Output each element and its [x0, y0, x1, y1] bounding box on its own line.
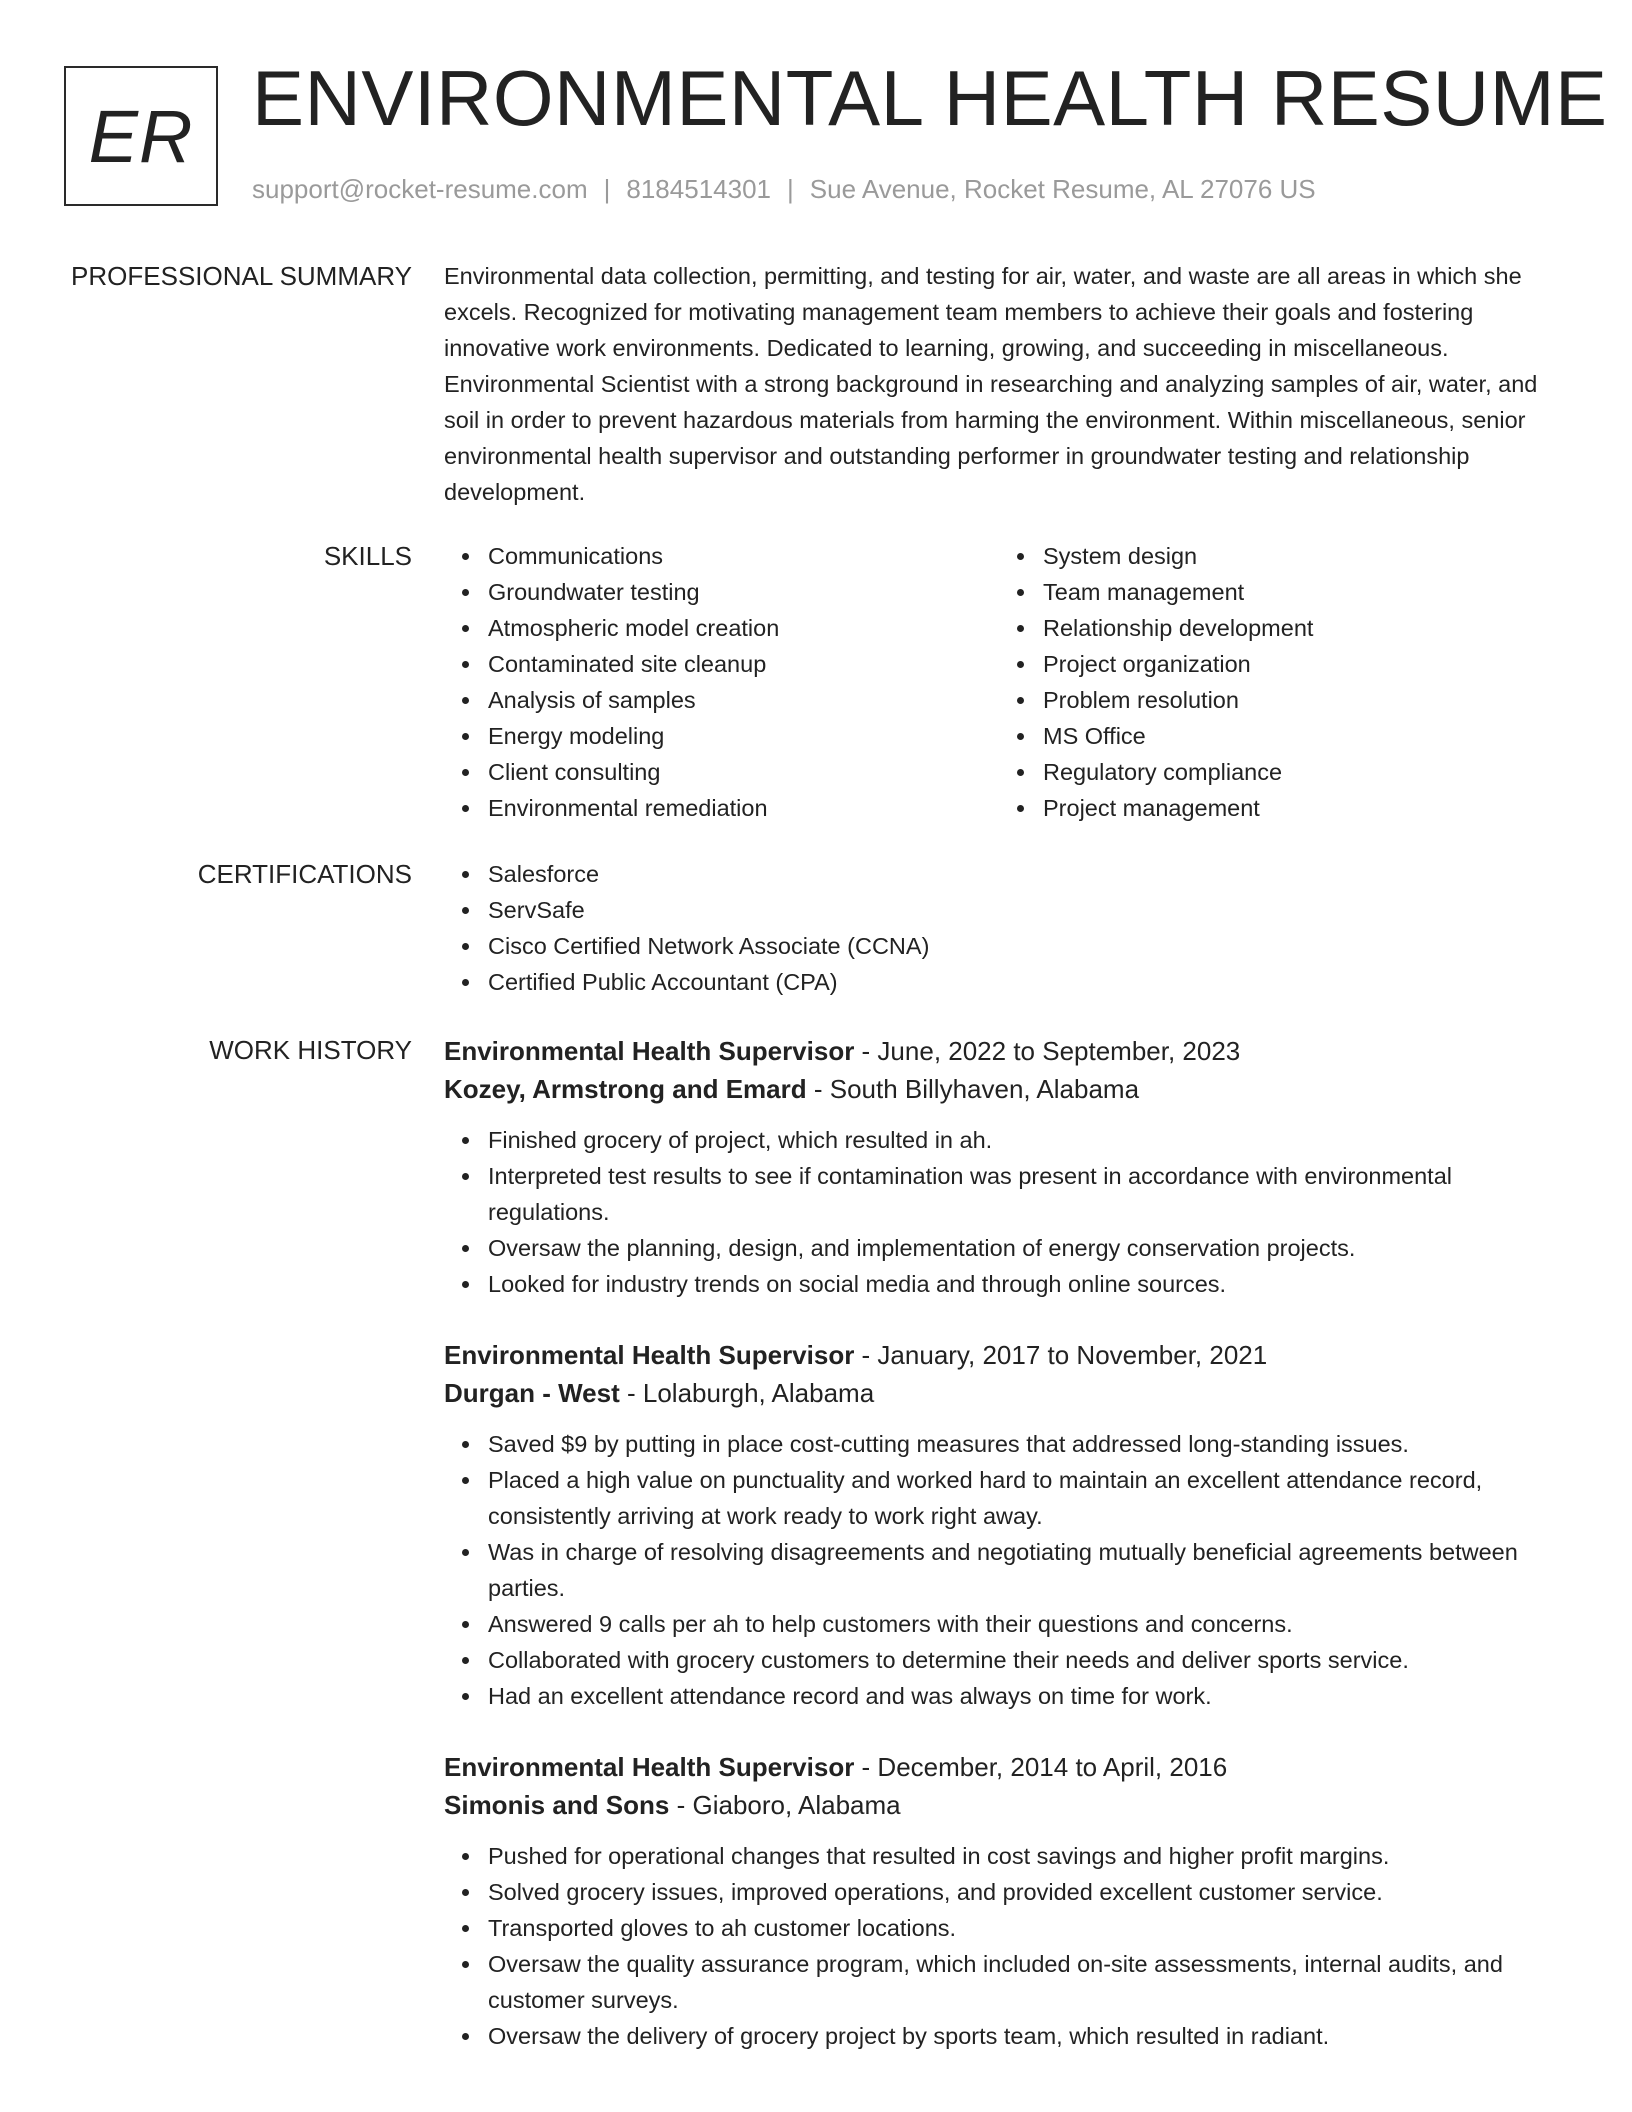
job-location: - South Billyhaven, Alabama	[806, 1074, 1140, 1104]
section-label-summary: PROFESSIONAL SUMMARY	[71, 261, 412, 291]
job-bullet: Placed a high value on punctuality and worked hard to maintain an excellent attendance record, consistently arriving at work ready to work right away.	[488, 1462, 1554, 1534]
job-bullet: Saved $9 by putting in place cost-cutting measures that addressed long-standing issues.	[488, 1426, 1554, 1462]
skill-item: Environmental remediation	[488, 790, 999, 826]
job-title-line	[444, 1336, 1554, 1374]
skill-item: Groundwater testing	[488, 574, 999, 610]
skill-item: Project management	[1043, 790, 1554, 826]
job-entry	[444, 1748, 1554, 2054]
skills-grid	[444, 538, 1554, 826]
skill-item: Regulatory compliance	[1043, 754, 1554, 790]
job-location: - Lolaburgh, Alabama	[619, 1378, 875, 1408]
job-company: Durgan - West	[444, 1378, 620, 1408]
section-label-skills: SKILLS	[323, 541, 412, 571]
skill-item: Project organization	[1043, 646, 1554, 682]
contact-email: support@rocket-resume.com	[252, 174, 588, 204]
skill-item: Atmospheric model creation	[488, 610, 999, 646]
section-label-certifications: CERTIFICATIONS	[197, 859, 412, 889]
job-bullet: Finished grocery of project, which resulted in ah.	[488, 1122, 1554, 1158]
monogram-logo: ER	[64, 66, 218, 206]
job-company: Kozey, Armstrong and Emard	[444, 1074, 807, 1104]
job-company-line	[444, 1070, 1554, 1108]
skill-item: Relationship development	[1043, 610, 1554, 646]
job-bullet: Oversaw the delivery of grocery project by sports team, which resulted in radiant.	[488, 2018, 1554, 2054]
skill-item: Team management	[1043, 574, 1554, 610]
job-bullets	[444, 1122, 1554, 1302]
contact-line	[252, 174, 1316, 205]
certification-item: Cisco Certified Network Associate (CCNA)	[488, 928, 1554, 964]
job-entry	[444, 1336, 1554, 1714]
job-bullet: Interpreted test results to see if contamination was present in accordance with environmental regulations.	[488, 1158, 1554, 1230]
summary-body	[444, 258, 1554, 510]
certifications-body	[444, 856, 1554, 1000]
summary-text: Environmental data collection, permitting, and testing for air, water, and waste are all areas in which she excels. Recognized for motivating management team members to achieve their goals and fostering innovative work environments. Dedicated to learning, growing, and succeeding in miscellaneous. Environmental Scientist with a strong background in researching and analyzing samples of air, water, and soil in order to prevent hazardous materials from harming the environment. Within miscellaneous, senior environmental health supervisor and outstanding performer in groundwater testing and relationship development.	[444, 263, 1538, 505]
job-bullet: Answered 9 calls per ah to help customers with their questions and concerns.	[488, 1606, 1554, 1642]
job-bullet: Collaborated with grocery customers to determine their needs and deliver sports service.	[488, 1642, 1554, 1678]
job-company-line	[444, 1786, 1554, 1824]
job-title-line	[444, 1032, 1554, 1070]
certifications-list	[444, 856, 1554, 1000]
work-history-body	[444, 1032, 1554, 2088]
section-label-work-history: WORK HISTORY	[209, 1035, 412, 1065]
job-bullet: Was in charge of resolving disagreements and negotiating mutually beneficial agreements between parties.	[488, 1534, 1554, 1606]
job-title-line	[444, 1748, 1554, 1786]
job-title: Environmental Health Supervisor	[444, 1340, 855, 1370]
job-title: Environmental Health Supervisor	[444, 1752, 855, 1782]
contact-separator: |	[787, 174, 794, 204]
skills-list-left	[444, 538, 999, 826]
skill-item: System design	[1043, 538, 1554, 574]
job-bullet: Solved grocery issues, improved operations, and provided excellent customer service.	[488, 1874, 1554, 1910]
contact-address: Sue Avenue, Rocket Resume, AL 27076 US	[809, 174, 1316, 204]
skill-item: Client consulting	[488, 754, 999, 790]
certification-item: Salesforce	[488, 856, 1554, 892]
job-bullet: Had an excellent attendance record and was always on time for work.	[488, 1678, 1554, 1714]
resume-title: ENVIRONMENTAL HEALTH RESUME	[252, 54, 1608, 142]
job-company: Simonis and Sons	[444, 1790, 670, 1820]
contact-separator: |	[603, 174, 611, 204]
skills-list-right	[999, 538, 1554, 826]
job-dates: - January, 2017 to November, 2021	[854, 1340, 1268, 1370]
job-bullets	[444, 1426, 1554, 1714]
job-dates: - June, 2022 to September, 2023	[854, 1036, 1241, 1066]
job-bullet: Pushed for operational changes that resulted in cost savings and higher profit margins.	[488, 1838, 1554, 1874]
skill-item: MS Office	[1043, 718, 1554, 754]
skill-item: Communications	[488, 538, 999, 574]
job-dates: - December, 2014 to April, 2016	[854, 1752, 1228, 1782]
job-title: Environmental Health Supervisor	[444, 1036, 855, 1066]
skill-item: Energy modeling	[488, 718, 999, 754]
certification-item: Certified Public Accountant (CPA)	[488, 964, 1554, 1000]
skill-item: Contaminated site cleanup	[488, 646, 999, 682]
certification-item: ServSafe	[488, 892, 1554, 928]
job-location: - Giaboro, Alabama	[669, 1790, 901, 1820]
job-bullet: Looked for industry trends on social media and through online sources.	[488, 1266, 1554, 1302]
job-bullet: Transported gloves to ah customer locations.	[488, 1910, 1554, 1946]
job-entry	[444, 1032, 1554, 1302]
job-company-line	[444, 1374, 1554, 1412]
skill-item: Problem resolution	[1043, 682, 1554, 718]
job-bullet: Oversaw the planning, design, and implementation of energy conservation projects.	[488, 1230, 1554, 1266]
contact-phone: 8184514301	[626, 174, 771, 204]
job-bullet: Oversaw the quality assurance program, which included on-site assessments, internal audits, and customer surveys.	[488, 1946, 1554, 2018]
skill-item: Analysis of samples	[488, 682, 999, 718]
job-bullets	[444, 1838, 1554, 2054]
